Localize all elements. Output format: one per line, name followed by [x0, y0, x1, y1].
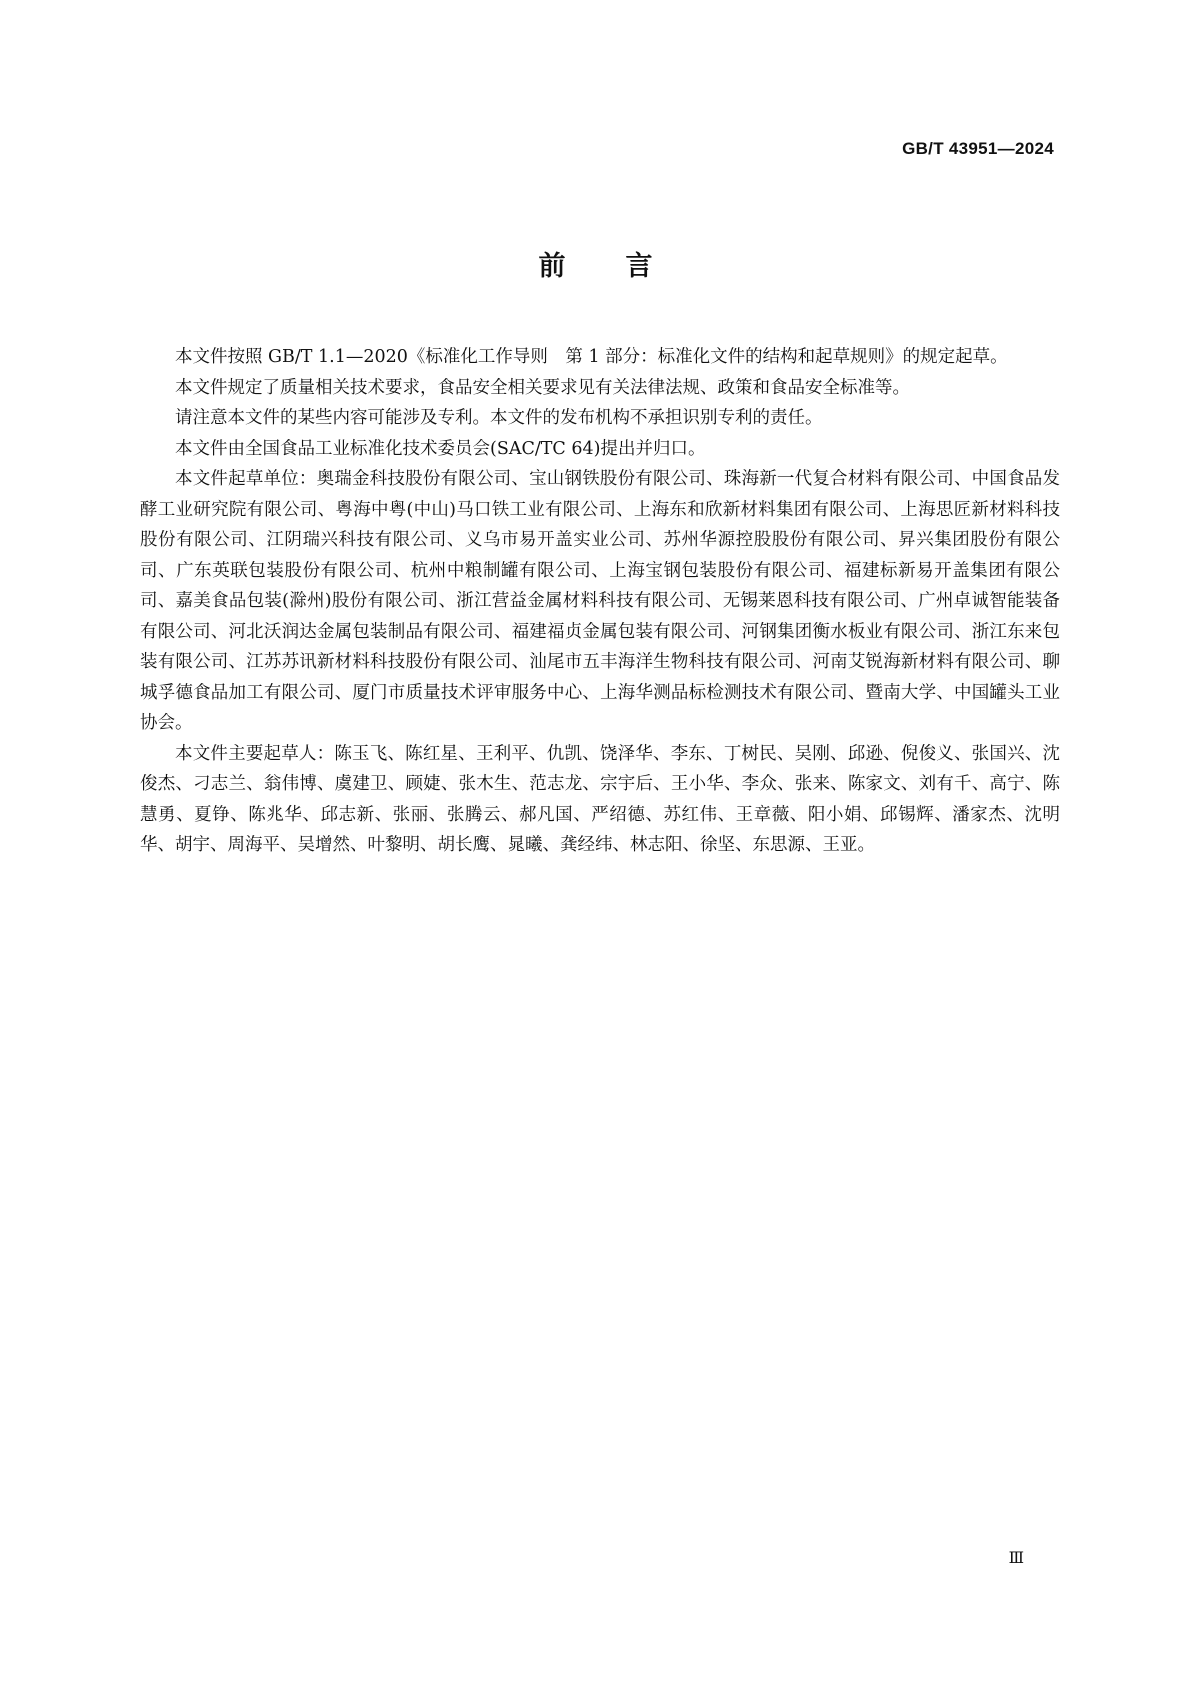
- page-title: 前言: [538, 251, 713, 282]
- paragraph-drafting-units: 本文件起草单位：奥瑞金科技股份有限公司、宝山钢铁股份有限公司、珠海新一代复合材料有限公司、中国食品发酵工业研究院有限公司、粤海中粤(中山)马口铁工业有限公司、上海东和欣新材料集团有限公司、上海思匠新材料科技股份有限公司、江阴瑞兴科技有限公司、义乌市易开盖实业公司、苏州华源控股股份有限公司、昇兴集团股份有限公司、广东英联包装股份有限公司、杭州中粮制罐有限公司、上海宝钢包装股份有限公司、福建标新易开盖集团有限公司、嘉美食品包装(滁州)股份有限公司、浙江营益金属材料科技有限公司、无锡莱恩科技有限公司、广州卓诚智能装备有限公司、河北沃润达金属包装制品有限公司、福建福贞金属包装有限公司、河钢集团衡水板业有限公司、浙江东来包装有限公司、江苏苏讯新材料科技股份有限公司、汕尾市五丰海洋生物科技有限公司、河南艾锐海新材料有限公司、聊城孚德食品加工有限公司、厦门市质量技术评审服务中心、上海华测品标检测技术有限公司、暨南大学、中国罐头工业协会。: [140, 469, 1060, 733]
- page-number: Ⅲ: [1008, 1550, 1024, 1567]
- paragraph-quality-requirements: 本文件规定了质量相关技术要求，食品安全相关要求见有关法律法规、政策和食品安全标准等。: [175, 377, 910, 398]
- paragraph-drafting-rules: 本文件按照 GB/T 1.1—2020《标准化工作导则 第 1 部分：标准化文件的结构和起草规则》的规定起草。: [175, 347, 1008, 367]
- foreword-body: [140, 342, 1060, 861]
- paragraph-patent-notice: 请注意本文件的某些内容可能涉及专利。本文件的发布机构不承担识别专利的责任。: [175, 408, 823, 428]
- standard-code: GB/T 43951—2024: [902, 139, 1054, 158]
- paragraph-drafters: 本文件主要起草人：陈玉飞、陈红星、王利平、仇凯、饶泽华、李东、丁树民、吴刚、邱逊、倪俊义、张国兴、沈俊杰、刁志兰、翁伟博、虞建卫、顾婕、张木生、范志龙、宗宇后、王小华、李众、张来、陈家文、刘有千、高宁、陈慧勇、夏铮、陈兆华、邱志新、张丽、张腾云、郝凡国、严绍德、苏红伟、王章薇、阳小娟、邱锡辉、潘家杰、沈明华、胡宇、周海平、吴增然、叶黎明、胡长鹰、晁曦、龚经纬、林志阳、徐坚、东思源、王亚。: [140, 743, 1060, 855]
- paragraph-proposed-by: 本文件由全国食品工业标准化技术委员会(SAC/TC 64)提出并归口。: [175, 438, 706, 459]
